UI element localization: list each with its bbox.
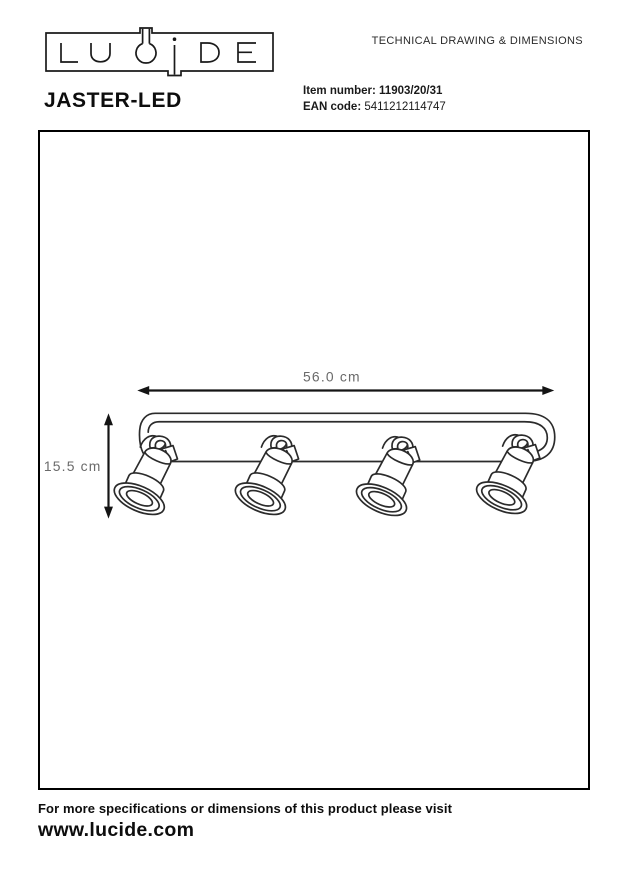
height-dimension: [44, 413, 113, 518]
logo-letter-e: [238, 43, 256, 62]
product-name: JASTER-LED: [44, 89, 182, 112]
arrow-down-icon: [104, 507, 113, 519]
footer-website: www.lucide.com: [38, 819, 195, 841]
item-number-value: 11903/20/31: [379, 85, 443, 97]
ean-label: EAN code:: [303, 100, 362, 113]
logo-letter-i-dot: [173, 37, 177, 41]
height-dimension-label: 15.5 cm: [43, 457, 102, 474]
logo-letter-d: [201, 43, 219, 62]
item-number-row: [303, 84, 446, 100]
ean-row: [303, 100, 446, 116]
arrow-left-icon: [137, 386, 149, 395]
mounting-bar: [139, 413, 554, 461]
ean-value: 5411212114747: [364, 100, 446, 113]
width-dimension: [137, 369, 554, 395]
footer: [38, 801, 452, 842]
item-number-label: Item number:: [303, 85, 376, 97]
arrow-right-icon: [542, 386, 554, 395]
logo-letter-l: [61, 43, 78, 62]
lucide-logo: [45, 26, 274, 78]
drawing-frame: [38, 130, 590, 790]
footer-note: For more specifications or dimensions of this product please visit: [38, 801, 453, 816]
logo-letter-u: [91, 43, 110, 62]
page-title: TECHNICAL DRAWING & DIMENSIONS: [371, 35, 583, 47]
logo-letter-c: [136, 29, 156, 63]
fixture-drawing: [40, 132, 588, 788]
product-codes: [303, 84, 446, 115]
width-dimension-label: 56.0 cm: [303, 368, 361, 385]
arrow-up-icon: [104, 413, 113, 425]
